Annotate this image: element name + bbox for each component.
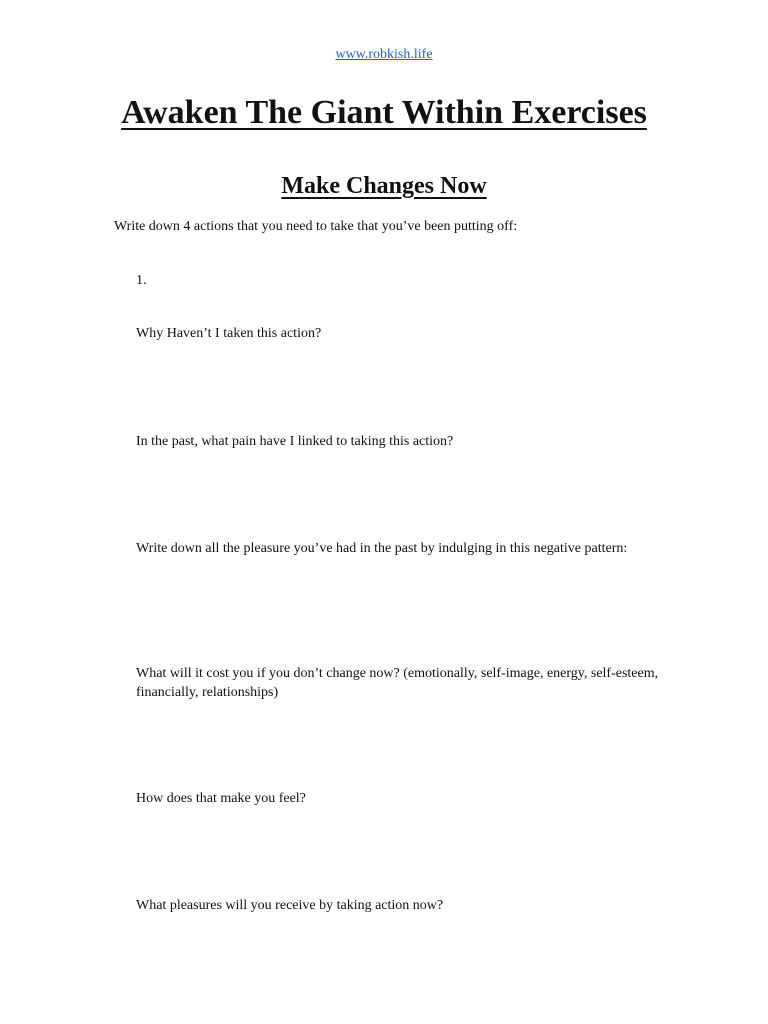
website-link[interactable]: www.robkish.life <box>335 47 433 62</box>
intro-instruction: Write down 4 actions that you need to take that you’ve been putting off: <box>114 219 518 234</box>
question-past-pain: In the past, what pain have I linked to taking this action? <box>136 434 454 449</box>
question-cost-of-not-changing: What will it cost you if you don’t change now? (emotionally, self-image, energy, self-esteem, financially, relationships) <box>136 666 659 700</box>
question-how-it-feels: How does that make you feel? <box>136 791 306 806</box>
section-title: Make Changes Now <box>281 173 487 199</box>
question-why-not-taken: Why Haven’t I taken this action? <box>136 326 322 341</box>
page-title: Awaken The Giant Within Exercises <box>121 94 647 131</box>
question-past-pleasure: Write down all the pleasure you’ve had in the past by indulging in this negative pattern: <box>136 541 628 556</box>
action-item-number: 1. <box>136 273 147 288</box>
question-future-pleasures: What pleasures will you receive by taking action now? <box>136 898 444 913</box>
